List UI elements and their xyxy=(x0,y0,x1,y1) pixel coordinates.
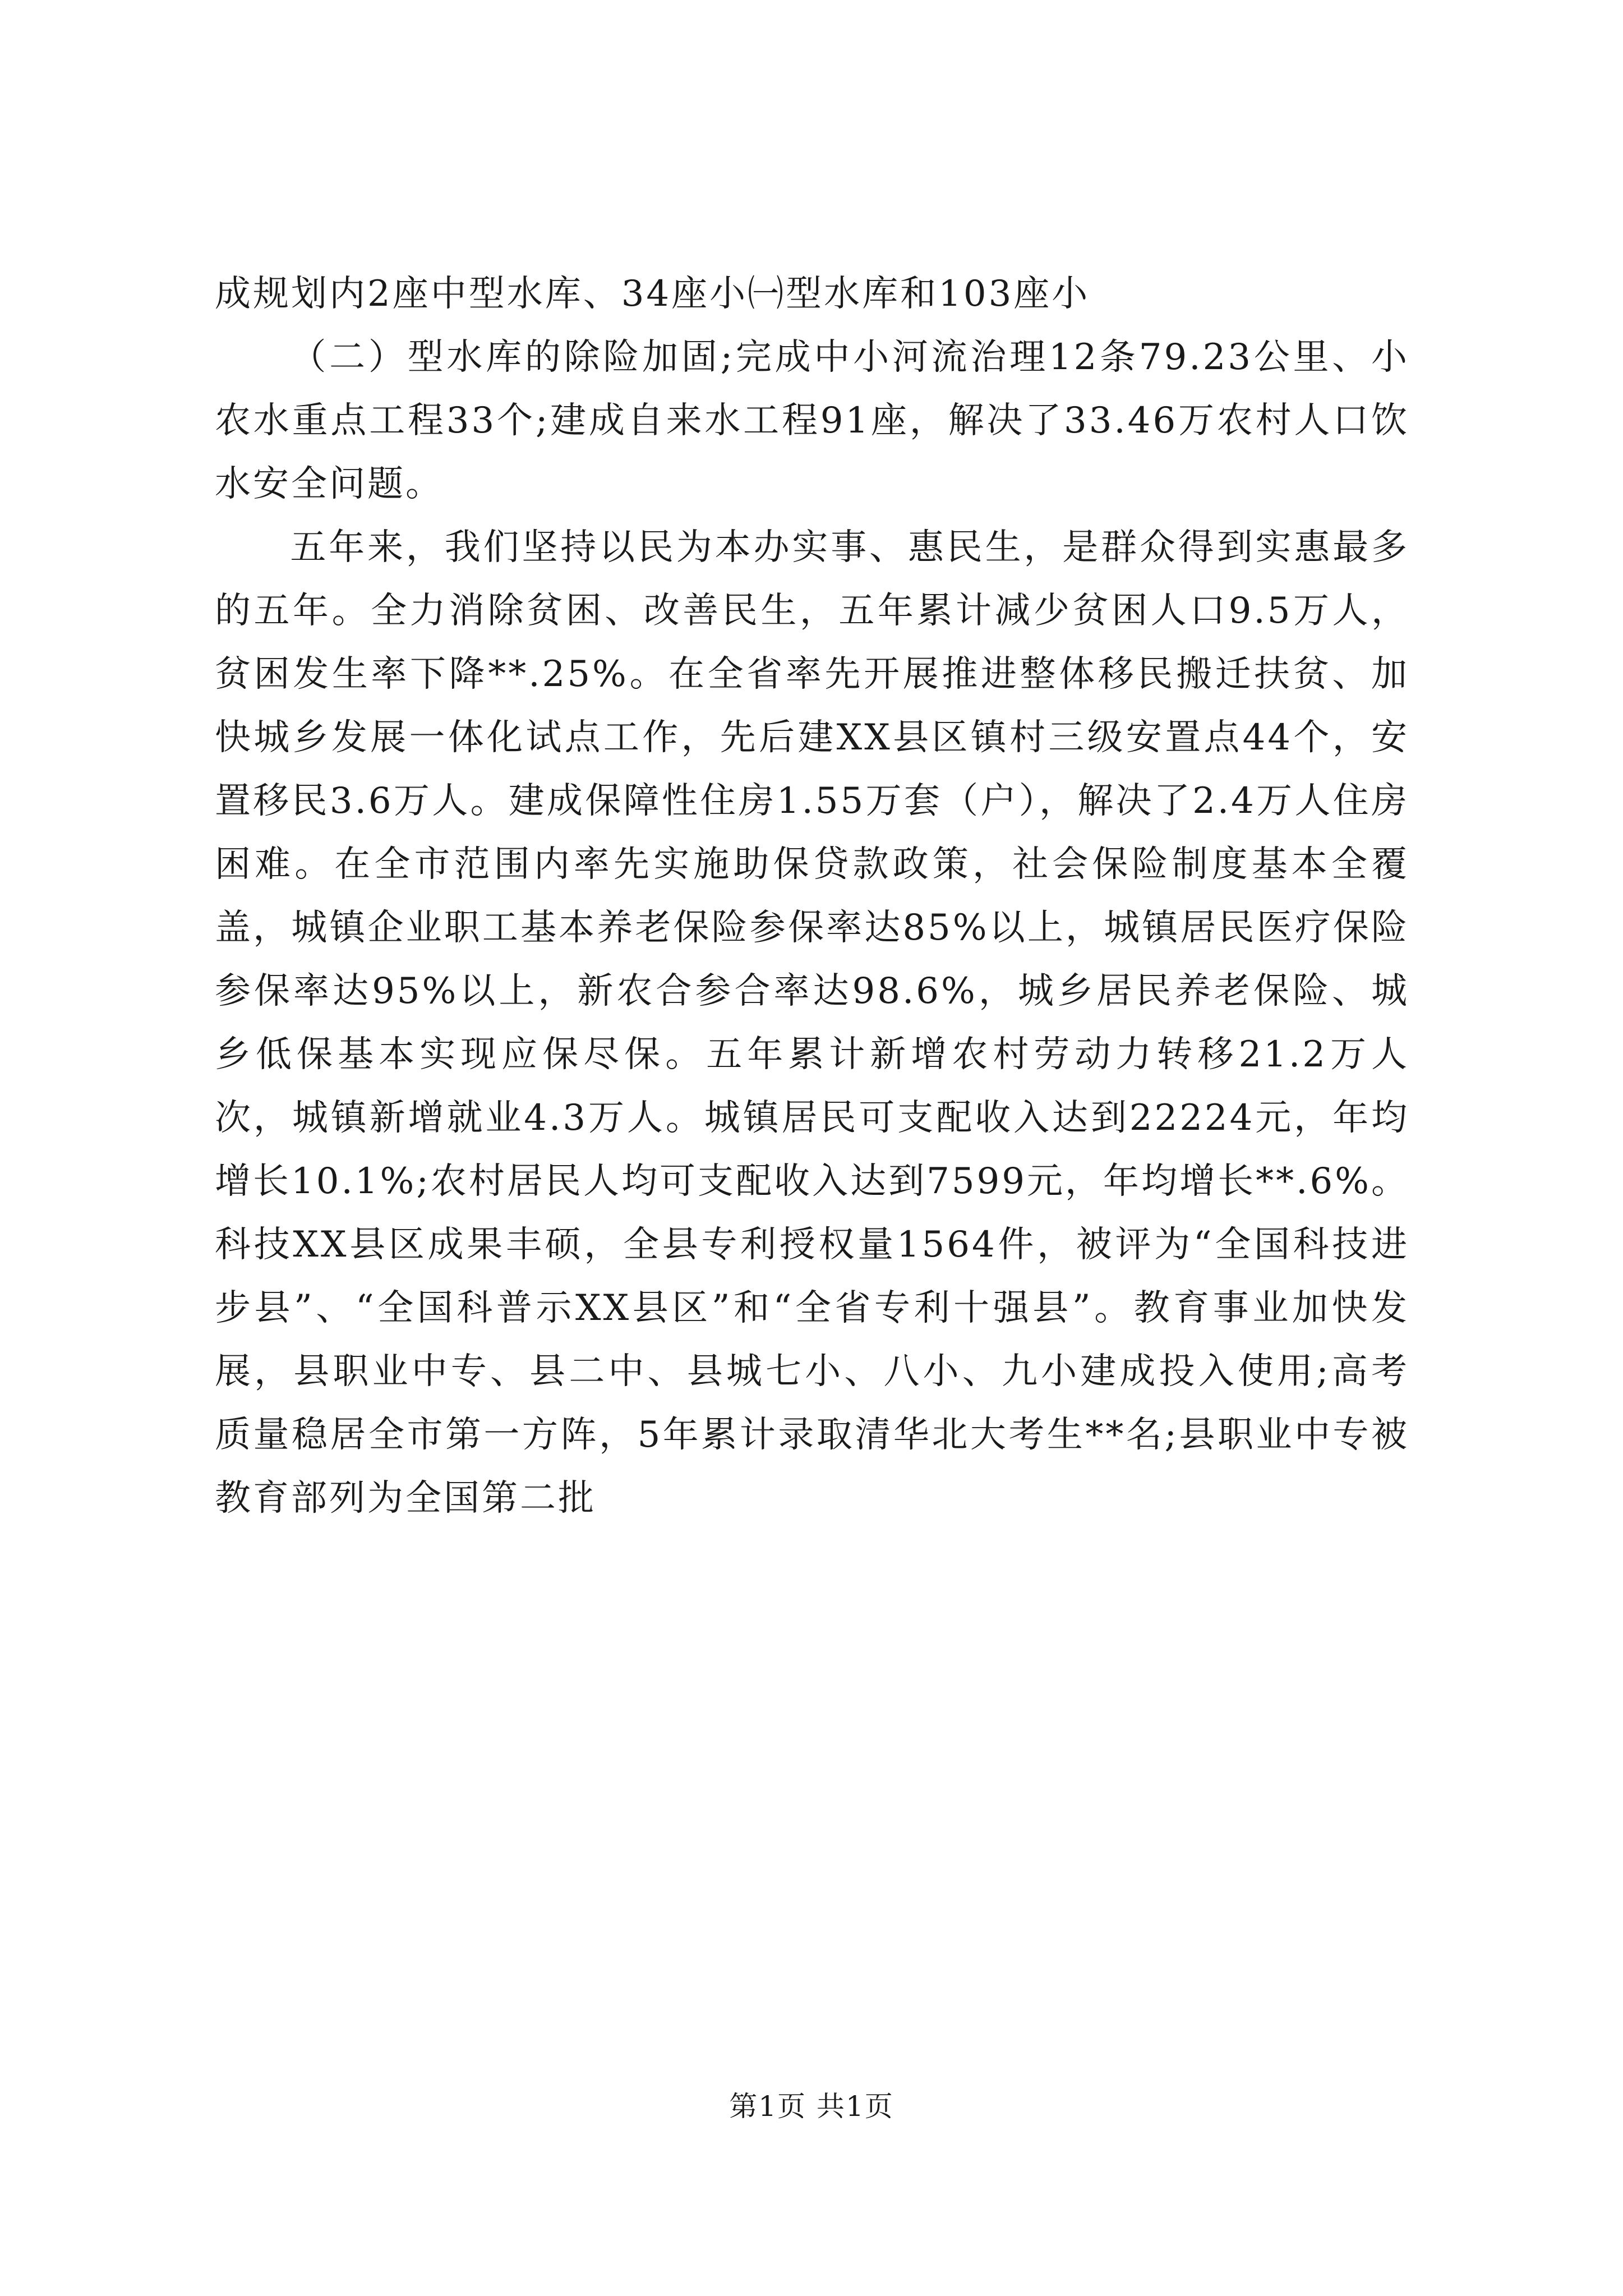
paragraph-2: （二）型水库的除险加固;完成中小河流治理12条79.23公里、小农水重点工程33个;建成自来水工程91座，解决了33.46万农村人口饮水安全问题。 xyxy=(215,337,1409,505)
document-body xyxy=(215,263,1409,1530)
paragraph-3: 五年来，我们坚持以民为本办实事、惠民生，是群众得到实惠最多的五年。全力消除贫困、改善民生，五年累计减少贫困人口9.5万人，贫困发生率下降**.25%。在全省率先开展推进整体移民搬迁扶贫、加快城乡发展一体化试点工作，先后建XX县区镇村三级安置点44个，安置移民3.6万人。建成保障性住房1.55万套（户），解决了2.4万人住房困难。在全市范围内率先实施助保贷款政策，社会保险制度基本全覆盖，城镇企业职工基本养老保险参保率达85%以上，城镇居民医疗保险参保率达95%以上，新农合参合率达98.6%，城乡居民养老保险、城乡低保基本实现应保尽保。五年累计新增农村劳动力转移21.2万人次，城镇新增就业4.3万人。城镇居民可支配收入达到22224元，年均增长10.1%;农村居民人均可支配收入达到7599元，年均增长**.6%。科技XX县区成果丰硕，全县专利授权量1564件，被评为“全国科技进步县”、“全国科普示XX县区”和“全省专利十强县”。教育事业加快发展，县职业中专、县二中、县城七小、八小、九小建成投入使用;高考质量稳居全市第一方阵，5年累计录取清华北大考生**名;县职业中专被教育部列为全国第二批 xyxy=(215,527,1409,1519)
page-footer: 第1页 共1页 xyxy=(729,2090,894,2123)
paragraph-1: 成规划内2座中型水库、34座小㈠型水库和103座小 xyxy=(215,273,1090,315)
